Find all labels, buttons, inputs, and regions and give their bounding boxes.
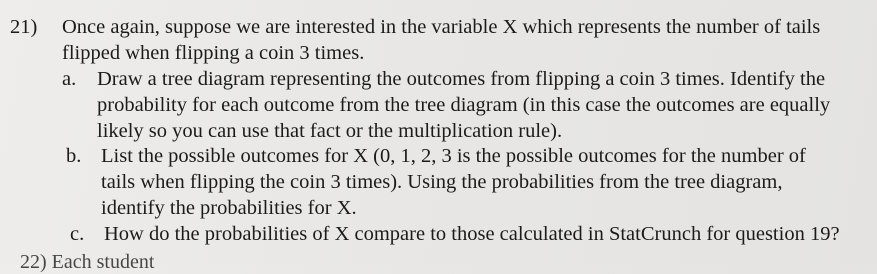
sub-question-letter: b. [66,145,82,167]
sub-question-line: tails when flipping the coin 3 times). Using the probabilities from the tree diagram, [101,171,783,193]
sub-question-letter: a. [62,68,77,90]
question-number: 21) [10,16,38,38]
question-stem-line: flipped when flipping a coin 3 times. [62,42,365,64]
sub-question-line: identify the probabilities for X. [101,197,357,219]
sub-question-line: How do the probabilities of X compare to those calculated in StatCrunch for question 19? [104,223,840,245]
sub-question-line: List the possible outcomes for X (0, 1, 2, 3 is the possible outcomes for the number of [101,145,806,167]
sub-question-line: likely so you can use that fact or the multiplication rule). [97,120,563,142]
next-question-partial: 22) Each student [20,251,155,273]
question-stem-line: Once again, suppose we are interested in the variable X which represents the number of tails [62,16,821,38]
sub-question-line: probability for each outcome from the tree diagram (in this case the outcomes are equally [97,94,831,116]
sub-question-letter: c. [70,223,85,245]
sub-question-line: Draw a tree diagram representing the outcomes from flipping a coin 3 times. Identify the [97,68,826,90]
